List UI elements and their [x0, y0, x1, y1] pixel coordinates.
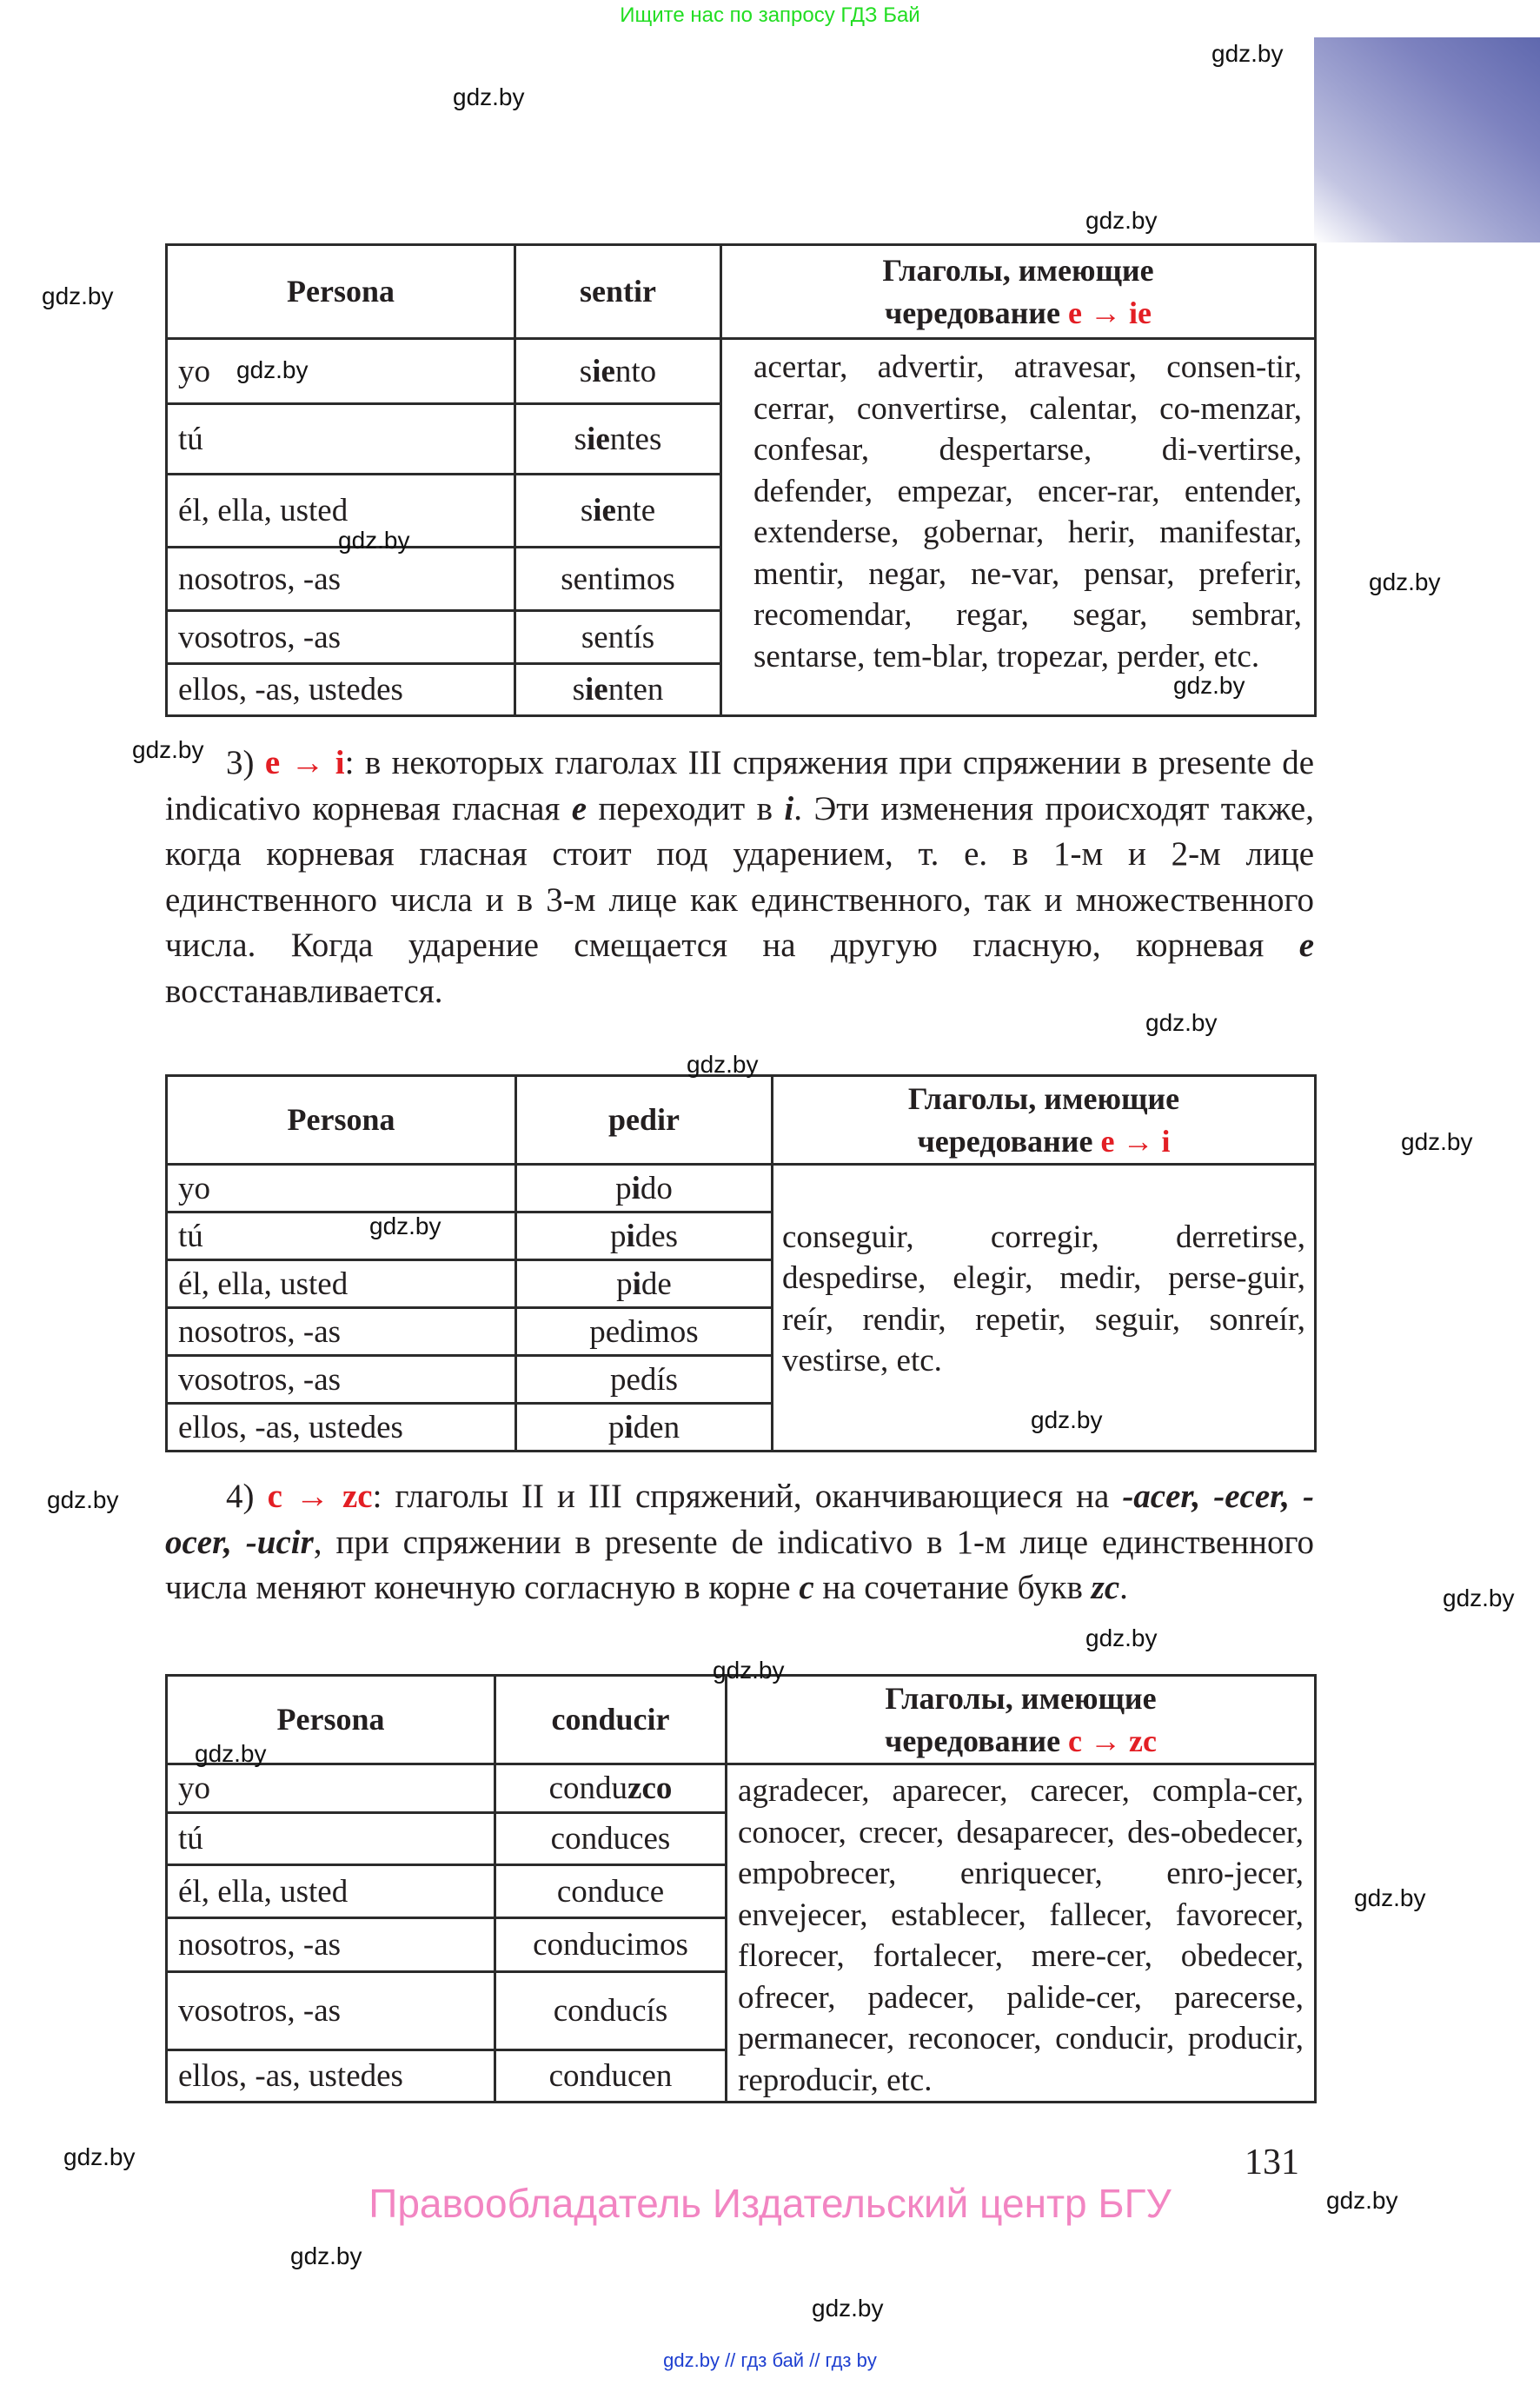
- header-group-line1: Глаголы, имеющие: [885, 1680, 1157, 1716]
- persona-cell: tú: [167, 404, 515, 475]
- persona-cell: tú: [167, 1813, 495, 1865]
- form-cell: sentimos: [515, 548, 721, 611]
- header-group-line2: чередование: [917, 1123, 1093, 1159]
- header-group: [727, 1676, 1316, 1764]
- persona-cell: yo: [167, 1764, 495, 1813]
- form-cell: sienten: [515, 664, 721, 716]
- corner-gradient-decoration: [1314, 37, 1540, 242]
- header-group: [721, 245, 1316, 339]
- copyright-notice: Правообладатель Издательский центр БГУ: [368, 2181, 1172, 2226]
- form-cell: sentís: [515, 611, 721, 664]
- watermark-text: gdz.by: [1369, 568, 1441, 595]
- header-group-line1: Глаголы, имеющие: [882, 252, 1154, 288]
- form-cell: pides: [516, 1212, 773, 1260]
- watermark-text: gdz.by: [47, 1486, 119, 1513]
- watermark-text: gdz.by: [290, 2242, 362, 2269]
- watermark-text: gdz.by: [1211, 40, 1284, 67]
- persona-cell: él, ella, usted: [167, 1865, 495, 1918]
- section-number: 3): [226, 744, 255, 781]
- section-4-paragraph: 4) c → zc: глаголы II и III спряжений, оканчивающиеся на -acer, -ecer, -ocer, -ucir, при спряжении в presente de indicativo в 1-м лице единственного числа меняют конечную согласную в корне c на сочетание букв zc.: [165, 1478, 1314, 1606]
- persona-cell: ellos, -as, ustedes: [167, 2050, 495, 2102]
- persona-cell: ellos, -as, ustedes: [167, 1404, 516, 1452]
- watermark-text: gdz.by: [195, 1740, 267, 1767]
- consonant-change: c → zc: [267, 1478, 373, 1515]
- persona-cell: yo: [167, 1165, 516, 1212]
- form-cell: siente: [515, 475, 721, 548]
- persona-cell: nosotros, -as: [167, 1918, 495, 1971]
- header-verb: pedir: [516, 1076, 773, 1165]
- vowel-change: e → ie: [1068, 295, 1152, 330]
- verb-list: conseguir, corregir, derretirse, despedirse, elegir, medir, perse-guir, reír, rendir, repetir, seguir, sonreír, vestirse, etc.: [773, 1165, 1316, 1452]
- header-group-line2: чередование: [885, 1723, 1061, 1758]
- watermark-text: gdz.by: [687, 1051, 759, 1078]
- form-cell: pedís: [516, 1356, 773, 1404]
- watermark-text: gdz.by: [338, 527, 410, 554]
- form-cell: conducís: [495, 1971, 727, 2050]
- header-persona: Persona: [167, 245, 515, 339]
- watermark-text: gdz.by: [236, 356, 309, 383]
- vowel-change: e → i: [1100, 1123, 1171, 1159]
- section-3-paragraph: 3) e → i: в некоторых глаголах III спряжения при спряжении в presente de indicativo корневая гласная e переходит в i. Эти изменения происходят также, когда корневая гласная стоит под ударением, т. е. в 1-м и 2-м лице единственного числа и в 3-м лице как единственного, так и множественного числа. Когда ударение смещается на другую гласную, корневая e восстанавливается.: [165, 744, 1315, 1010]
- page-number: 131: [1245, 2143, 1299, 2182]
- watermark-text: gdz.by: [812, 2295, 884, 2322]
- watermark-text: gdz.by: [369, 1212, 441, 1239]
- header-verb: conducir: [495, 1676, 727, 1764]
- watermark-text: gdz.by: [1085, 1624, 1158, 1651]
- persona-cell: vosotros, -as: [167, 1356, 516, 1404]
- form-cell: piden: [516, 1404, 773, 1452]
- header-persona: Persona: [167, 1076, 516, 1165]
- watermark-text: gdz.by: [63, 2143, 136, 2170]
- header-persona: Persona: [167, 1676, 495, 1764]
- section-number: 4): [226, 1478, 255, 1515]
- top-banner[interactable]: Ищите нас по запросу ГДЗ Бай: [620, 3, 920, 27]
- form-cell: pedimos: [516, 1308, 773, 1356]
- watermark-text: gdz.by: [453, 83, 525, 110]
- watermark-text: gdz.by: [132, 736, 204, 763]
- verb-list: agradecer, aparecer, carecer, compla-cer, conocer, crecer, desaparecer, des-obedecer, empobrecer, enriquecer, enro-jecer, envejecer, establecer, fallecer, favorecer, florecer, fortalecer, mere-cer, obedecer, ofrecer, padecer, palide-cer, parecerse, permanecer, reconocer, conducir, producir, reproducir, etc.: [727, 1764, 1316, 2103]
- form-cell: pido: [516, 1165, 773, 1212]
- watermark-text: gdz.by: [42, 282, 114, 309]
- persona-cell: yo: [167, 339, 515, 404]
- watermark-text: gdz.by: [1443, 1584, 1515, 1611]
- watermark-text: gdz.by: [1145, 1009, 1218, 1036]
- form-cell: conduces: [495, 1813, 727, 1865]
- persona-cell: él, ella, usted: [167, 475, 515, 548]
- watermark-text: gdz.by: [1173, 672, 1245, 699]
- form-cell: conduzco: [495, 1764, 727, 1813]
- form-cell: pide: [516, 1260, 773, 1308]
- conjugation-table-pedir: [165, 1074, 1317, 1452]
- header-verb: sentir: [515, 245, 721, 339]
- header-group-line2: чередование: [885, 295, 1061, 330]
- form-cell: siento: [515, 339, 721, 404]
- persona-cell: ellos, -as, ustedes: [167, 664, 515, 716]
- watermark-text: gdz.by: [1085, 207, 1158, 234]
- header-group: [773, 1076, 1316, 1165]
- form-cell: sientes: [515, 404, 721, 475]
- vowel-change: e → i: [264, 744, 345, 781]
- footer-links[interactable]: gdz.by // гдз бай // гдз by: [663, 2349, 877, 2371]
- persona-cell: él, ella, usted: [167, 1260, 516, 1308]
- persona-cell: vosotros, -as: [167, 611, 515, 664]
- form-cell: conduce: [495, 1865, 727, 1918]
- persona-cell: nosotros, -as: [167, 548, 515, 611]
- watermark-text: gdz.by: [1401, 1128, 1473, 1155]
- watermark-text: gdz.by: [1031, 1406, 1103, 1433]
- verb-list: acertar, advertir, atravesar, consen-tir, cerrar, convertirse, calentar, co-menzar, confesar, despertarse, di-vertirse, defender, empezar, encer-rar, entender, extenderse, gobernar, herir, manifestar, mentir, negar, ne-var, pensar, preferir, recomendar, regar, segar, sembrar, sentarse, tem-blar, tropezar, perder, etc.: [721, 339, 1316, 716]
- conjugation-table-conducir: [165, 1674, 1317, 2103]
- consonant-change: c → zc: [1068, 1723, 1157, 1758]
- persona-cell: tú: [167, 1212, 516, 1260]
- watermark-text: gdz.by: [1326, 2187, 1398, 2214]
- persona-cell: vosotros, -as: [167, 1971, 495, 2050]
- form-cell: conducimos: [495, 1918, 727, 1971]
- header-group-line1: Глаголы, имеющие: [907, 1080, 1180, 1116]
- form-cell: conducen: [495, 2050, 727, 2102]
- persona-cell: nosotros, -as: [167, 1308, 516, 1356]
- conjugation-table-sentir: [165, 243, 1317, 717]
- watermark-text: gdz.by: [1354, 1884, 1426, 1911]
- watermark-text: gdz.by: [713, 1657, 785, 1684]
